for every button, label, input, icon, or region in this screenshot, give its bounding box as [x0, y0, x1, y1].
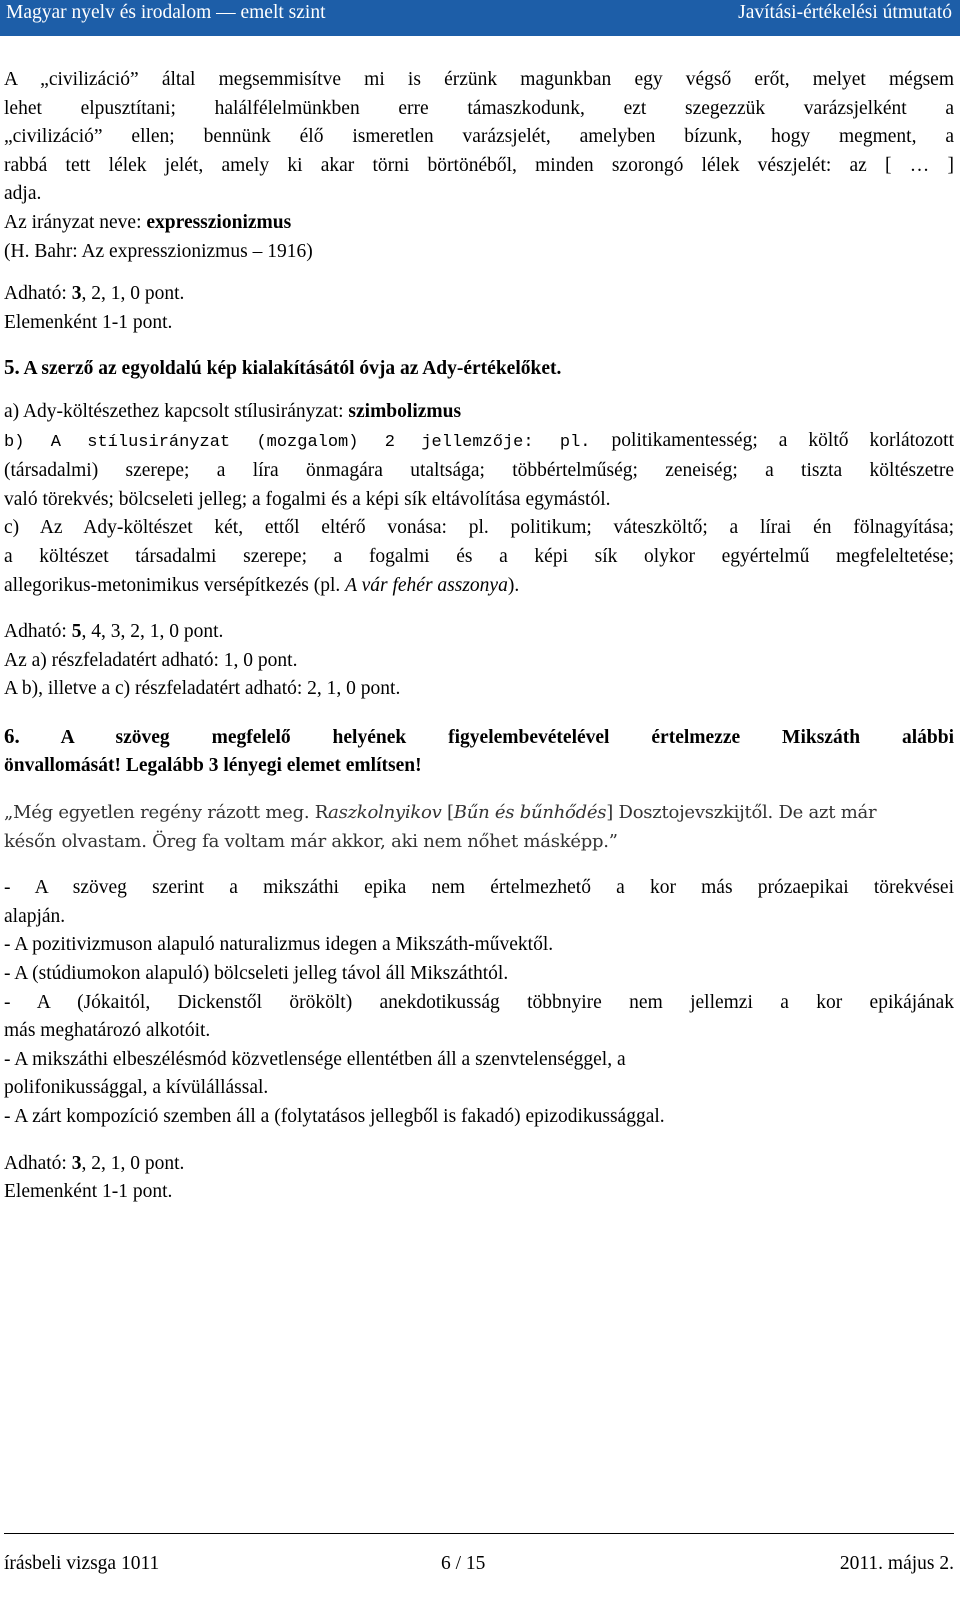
quote-line: „civilizáció” ellen; bennünk élő ismeretlen varázsjelét, amelyben bízunk, hogy megment, a	[4, 126, 954, 148]
score-prefix: Adható:	[4, 1152, 72, 1174]
bullet-item: - A zárt kompozíció szemben áll a (folytatásos jellegből is fakadó) epizodikussággal.	[4, 1106, 665, 1127]
poem-title: A vár fehér asszonya	[345, 574, 508, 596]
quote-line: lehet elpusztítani; halálfélelmünkben erre támaszkodunk, ezt szegezzük varázsjelként a	[4, 97, 954, 119]
answer-b-label: b) A stílusirányzat (mozgalom) 2 jellemzője: pl.	[4, 432, 591, 452]
header-guide-title: Javítási-értékelési útmutató	[738, 2, 952, 23]
answer-c-text: ).	[507, 574, 520, 596]
answer-a-label: a) Ady-költészethez kapcsolt stílusirányzat:	[4, 400, 349, 422]
quote-italic: aszkolnyikov	[328, 802, 442, 824]
bullet-item: - A pozitivizmuson alapuló naturalizmus idegen a Mikszáth-művektől.	[4, 934, 554, 956]
direction-answer	[4, 209, 954, 238]
quote-line: A „civilizáció” által megsemmisítve mi is érzünk magunkban egy végső erőt, melyet mégsem	[4, 69, 954, 90]
answer-c-line: a költészet társadalmi szerepe; a fogalmi és a képi sík olykor egyértelmű megfeleltetése;	[4, 545, 954, 567]
score-line	[4, 1150, 954, 1179]
question-6	[4, 722, 954, 1132]
score-max: 3	[71, 1152, 82, 1174]
answer-bullets	[4, 874, 954, 1131]
score-prefix: Adható:	[4, 621, 72, 643]
answer-c-line	[4, 572, 954, 601]
question-5-title	[4, 353, 954, 384]
bullet-item: - A (stúdiumokon alapuló) bölcseleti jelleg távol áll Mikszáthtól.	[4, 963, 509, 985]
score-rule: Elemenként 1-1 pont.	[4, 1181, 173, 1203]
quote-italic: Bűn és bűnhődés	[453, 802, 607, 824]
direction-label: Az irányzat neve:	[4, 211, 147, 233]
question-number: 6.	[4, 723, 20, 748]
quote-line: adja.	[4, 183, 42, 205]
bullet-item-cont: alapján.	[4, 905, 66, 927]
question-5	[4, 353, 954, 600]
quote-source: (H. Bahr: Az expresszionizmus – 1916)	[4, 240, 313, 262]
footer-date: 2011. május 2.	[839, 1553, 954, 1574]
question-number: 5.	[4, 355, 20, 380]
scoring-block-5	[4, 618, 954, 704]
page-header	[0, 0, 960, 36]
score-max: 3	[71, 283, 82, 305]
score-rule: Elemenként 1-1 pont.	[4, 311, 173, 333]
quote-text: ] Dosztojevszkijtől. De azt már	[606, 802, 877, 824]
score-rest: , 2, 1, 0 pont.	[81, 283, 185, 305]
answer-c-text: allegorikus-metonimikus versépítkezés (pl.	[4, 574, 346, 596]
score-max: 5	[71, 621, 82, 643]
bullet-item: - A mikszáthi elbeszélésmód közvetlensége ellentétben áll a szenvtelenséggel, a	[4, 1048, 626, 1070]
answer-b-line	[4, 427, 954, 458]
question-text: A szöveg megfelelő helyének figyelembevételével értelmezze Mikszáth alábbi	[19, 726, 954, 748]
question-6-title-cont	[4, 752, 954, 781]
bullet-item: - A szöveg szerint a mikszáthi epika nem értelmezhető a kor más prózaepikai törekvései	[4, 877, 954, 899]
direction-value: expresszionizmus	[146, 211, 292, 233]
question-text: A szerző az egyoldalú kép kialakításától óvja az Ady-értékelőket.	[19, 358, 562, 380]
score-rule: A b), illetve a c) részfeladatért adható: 2, 1, 0 pont.	[4, 678, 401, 700]
footer-exam-id: írásbeli vizsga 1011	[4, 1553, 160, 1574]
expressionism-quote	[4, 66, 954, 266]
scoring-block-6	[4, 1150, 954, 1207]
answer-c-line: c) Az Ady-költészet két, ettől eltérő vonása: pl. politikum; váteszköltő; a lírai én fölnagyítása;	[4, 517, 954, 539]
mikszath-quote	[4, 799, 954, 856]
bullet-item-cont: polifonikussággal, a kívülállással.	[4, 1077, 269, 1099]
quote-text: [	[441, 802, 454, 824]
question-text: önvallomását! Legalább 3 lényegi elemet említsen!	[4, 755, 422, 777]
header-subject: Magyar nyelv és irodalom — emelt szint	[6, 2, 326, 23]
score-prefix: Adható:	[4, 283, 72, 305]
score-rest: , 4, 3, 2, 1, 0 pont.	[81, 621, 224, 643]
answer-b-text: politikamentesség; a költő korlátozott	[590, 429, 955, 451]
answer-b-line: való törekvés; bölcseleti jelleg; a fogalmi és a képi sík eltávolítása egymástól.	[4, 488, 611, 510]
bullet-item-cont: más meghatározó alkotóit.	[4, 1020, 211, 1042]
answer-a	[4, 398, 954, 427]
quote-text: „Még egyetlen regény rázott meg. R	[4, 802, 329, 824]
question-6-title	[4, 722, 954, 753]
footer-page-number: 6 / 15	[441, 1553, 486, 1574]
score-line	[4, 280, 954, 309]
page-footer	[4, 1550, 954, 1580]
page-content	[4, 66, 954, 1207]
scoring-block-4	[4, 280, 954, 337]
mikszath-quote-line	[4, 799, 954, 828]
answer-a-value: szimbolizmus	[348, 400, 462, 422]
answer-b-line: (társadalmi) szerepe; a líra önmagára utaltsága; többértelműség; zeneiség; a tiszta költészetre	[4, 460, 954, 482]
mikszath-quote-line: későn olvastam. Öreg fa voltam már akkor, aki nem nőhet másképp.”	[4, 830, 618, 852]
footer-divider	[4, 1533, 954, 1534]
score-rest: , 2, 1, 0 pont.	[81, 1152, 185, 1174]
quote-line: rabbá tett lélek jelét, amely ki akar törni börtönéből, minden szorongó lélek vészjelét: az [ … ]	[4, 154, 954, 176]
bullet-item: - A (Jókaitól, Dickenstől örökölt) anekdotikusság többnyire nem jellemzi a kor epikájának	[4, 991, 954, 1013]
score-rule: Az a) részfeladatért adható: 1, 0 pont.	[4, 649, 298, 671]
score-line	[4, 618, 954, 647]
